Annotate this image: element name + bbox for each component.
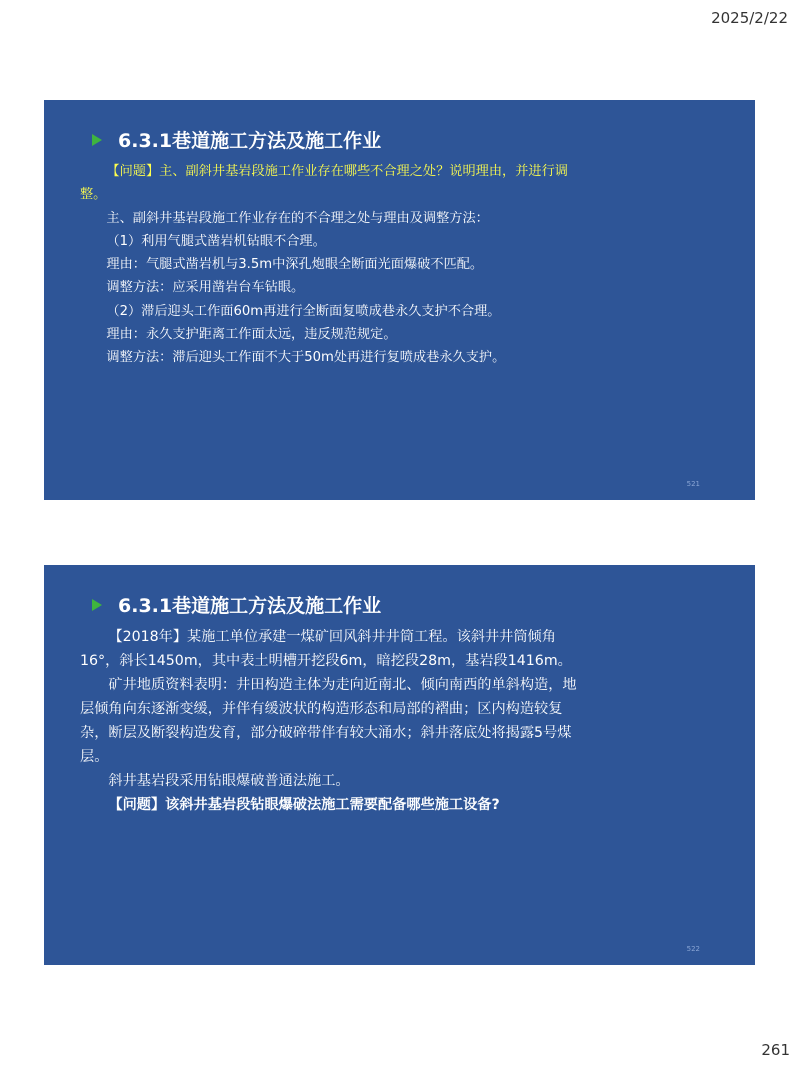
case-paragraph-2: 矿井地质资料表明：井田构造主体为走向近南北、倾向南西的单斜构造，地层倾角向东逐渐变缓，并伴有缓波状的构造形态和局部的褶曲；区内构造较复杂，断层及断裂构造发育，部分破碎带伴有较大涌水；斜井落底处将揭露5号煤层。 xyxy=(80,677,577,765)
answer-intro: 主、副斜井基岩段施工作业存在的不合理之处与理由及调整方法： xyxy=(106,210,489,226)
arrow-bullet-icon xyxy=(92,134,102,146)
question-text: 【问题】该斜井基岩段钻眼爆破法施工需要配备哪些施工设备? xyxy=(108,797,500,813)
slide-title xyxy=(92,126,381,153)
slide-number: 521 xyxy=(686,480,700,488)
case-paragraph-1: 【2018年】某施工单位承建一煤矿回风斜井井筒工程。该斜井井筒倾角16°，斜长1450m，其中表土明槽开挖段6m，暗挖段28m，基岩段1416m。 xyxy=(80,629,572,669)
case-paragraph-3: 斜井基岩段采用钻眼爆破普通法施工。 xyxy=(108,773,350,789)
answer-reason-2: 理由：永久支护距离工作面太远，违反规范规定。 xyxy=(106,327,397,343)
answer-method-2: 调整方法：滞后迎头工作面不大于50m处再进行复喷成巷永久支护。 xyxy=(106,350,506,366)
slide-title-text: 6.3.1巷道施工方法及施工作业 xyxy=(118,595,382,617)
slide-title xyxy=(92,591,381,618)
answer-reason-1: 理由：气腿式凿岩机与3.5m中深孔炮眼全断面光面爆破不匹配。 xyxy=(106,257,484,273)
slide-521 xyxy=(44,100,755,500)
slide-522 xyxy=(44,565,755,965)
header-date: 2025/2/22 xyxy=(711,9,788,27)
answer-method-1: 调整方法：应采用凿岩台车钻眼。 xyxy=(106,280,305,296)
slide-body xyxy=(80,625,580,817)
arrow-bullet-icon xyxy=(92,599,102,611)
question-text: 【问题】主、副斜井基岩段施工作业存在哪些不合理之处？说明理由，并进行调整。 xyxy=(80,164,568,203)
slide-title-text: 6.3.1巷道施工方法及施工作业 xyxy=(118,130,382,152)
slide-body xyxy=(80,160,580,370)
page-number: 261 xyxy=(761,1041,790,1059)
slide-number: 522 xyxy=(686,945,700,953)
answer-point-2: （2）滞后迎头工作面60m再进行全断面复喷成巷永久支护不合理。 xyxy=(106,303,501,319)
answer-point-1: （1）利用气腿式凿岩机钻眼不合理。 xyxy=(106,233,326,249)
